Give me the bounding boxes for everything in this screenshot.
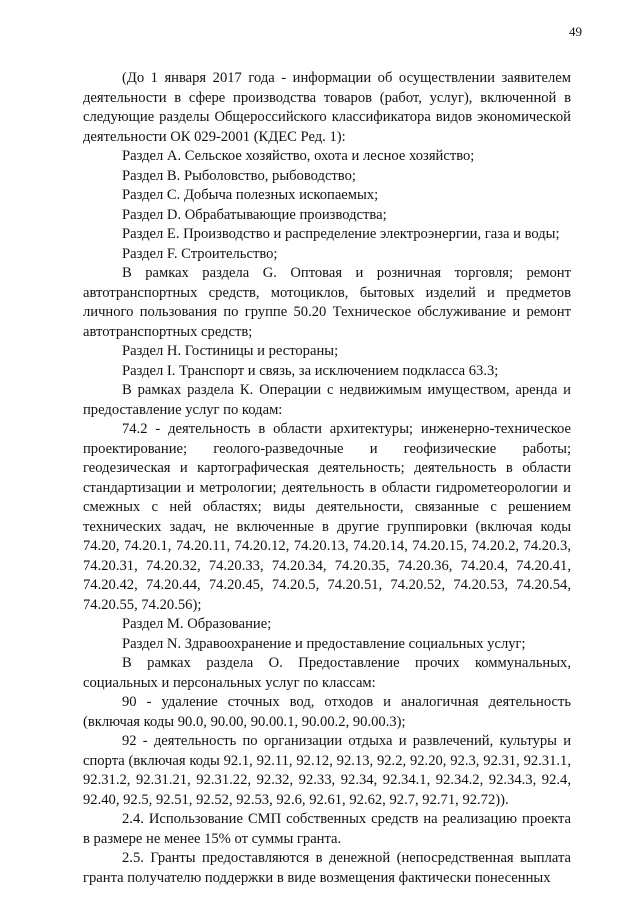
paragraph-section-d: Раздел D. Обрабатывающие производства; (122, 206, 387, 223)
paragraph-section-i: Раздел I. Транспорт и связь, за исключением подкласса 63.3; (122, 362, 499, 379)
paragraph-section-o: В рамках раздела О. Предоставление прочих коммунальных, социальных и персональных услуг по классам: (83, 655, 571, 691)
paragraph-clause-2-5: 2.5. Гранты предоставляются в денежной (непосредственная выплата гранта получателю поддержки в виде возмещения фактически понесенных (83, 850, 571, 886)
paragraph-code-92: 92 - деятельность по организации отдыха и развлечений, культуры и спорта (включая коды 92.1, 92.11, 92.12, 92.13, 92.2, 92.20, 92.3, 92.31, 92.31.1, 92.31.2, 92.31.21, 92.31.22, 92.32, 92.33, 92.34, 92.34.1, 92.34.2, 92.34.3, 92.4, 92.40, 92.5, 92.51, 92.52, 92.53, 92.6, 92.61, 92.62, 92.7, 92.71, 92.72)). (83, 733, 571, 808)
page-number: 49 (569, 24, 582, 39)
document-body (83, 69, 571, 888)
paragraph-section-k: В рамках раздела К. Операции с недвижимым имуществом, аренда и предоставление услуг по кодам: (83, 382, 571, 418)
paragraph-code-74-2: 74.2 - деятельность в области архитектуры; инженерно-техническое проектирование; геолого-разведочные и геофизические работы; геодезическая и картографическая деятельность; деятельность в области стандартизации и метрологии; деятельность в области гидрометеорологии и смежных с ней областях; виды деятельности, связанные с решением технических задач, не включенные в другие группировки (включая коды 74.20, 74.20.1, 74.20.11, 74.20.12, 74.20.13, 74.20.14, 74.20.15, 74.20.2, 74.20.3, 74.20.31, 74.20.32, 74.20.33, 74.20.34, 74.20.35, 74.20.36, 74.20.4, 74.20.41, 74.20.42, 74.20.44, 74.20.45, 74.20.5, 74.20.51, 74.20.52, 74.20.53, 74.20.54, 74.20.55, 74.20.56); (83, 421, 571, 613)
paragraph-section-n: Раздел N. Здравоохранение и предоставление социальных услуг; (122, 635, 526, 652)
paragraph-section-f: Раздел F. Строительство; (122, 245, 278, 262)
paragraph-code-90: 90 - удаление сточных вод, отходов и аналогичная деятельность (включая коды 90.0, 90.00, 90.00.1, 90.00.2, 90.00.3); (83, 694, 571, 730)
paragraph-clause-2-4: 2.4. Использование СМП собственных средств на реализацию проекта в размере не менее 15% от суммы гранта. (83, 811, 571, 847)
paragraph-section-g: В рамках раздела G. Оптовая и розничная торговля; ремонт автотранспортных средств, мотоциклов, бытовых изделий и предметов личного пользования по группе 50.20 Техническое обслуживание и ремонт автотранспортных средств; (83, 265, 571, 340)
paragraph-section-b: Раздел В. Рыболовство, рыбоводство; (122, 167, 356, 184)
paragraph-section-a: Раздел А. Сельское хозяйство, охота и лесное хозяйство; (122, 148, 475, 164)
paragraph-section-c: Раздел С. Добыча полезных ископаемых; (122, 187, 379, 203)
paragraph-section-m: Раздел М. Образование; (122, 616, 272, 632)
paragraph-section-e: Раздел Е. Производство и распределение электроэнергии, газа и воды; (122, 226, 560, 242)
paragraph-intro: (До 1 января 2017 года - информации об осуществлении заявителем деятельности в сфере производства товаров (работ, услуг), включенной в следующие разделы Общероссийского классификатора видов экономической деятельности ОК 029-2001 (КДЕС Ред. 1): (83, 70, 571, 145)
paragraph-section-h: Раздел Н. Гостиницы и рестораны; (122, 343, 339, 359)
